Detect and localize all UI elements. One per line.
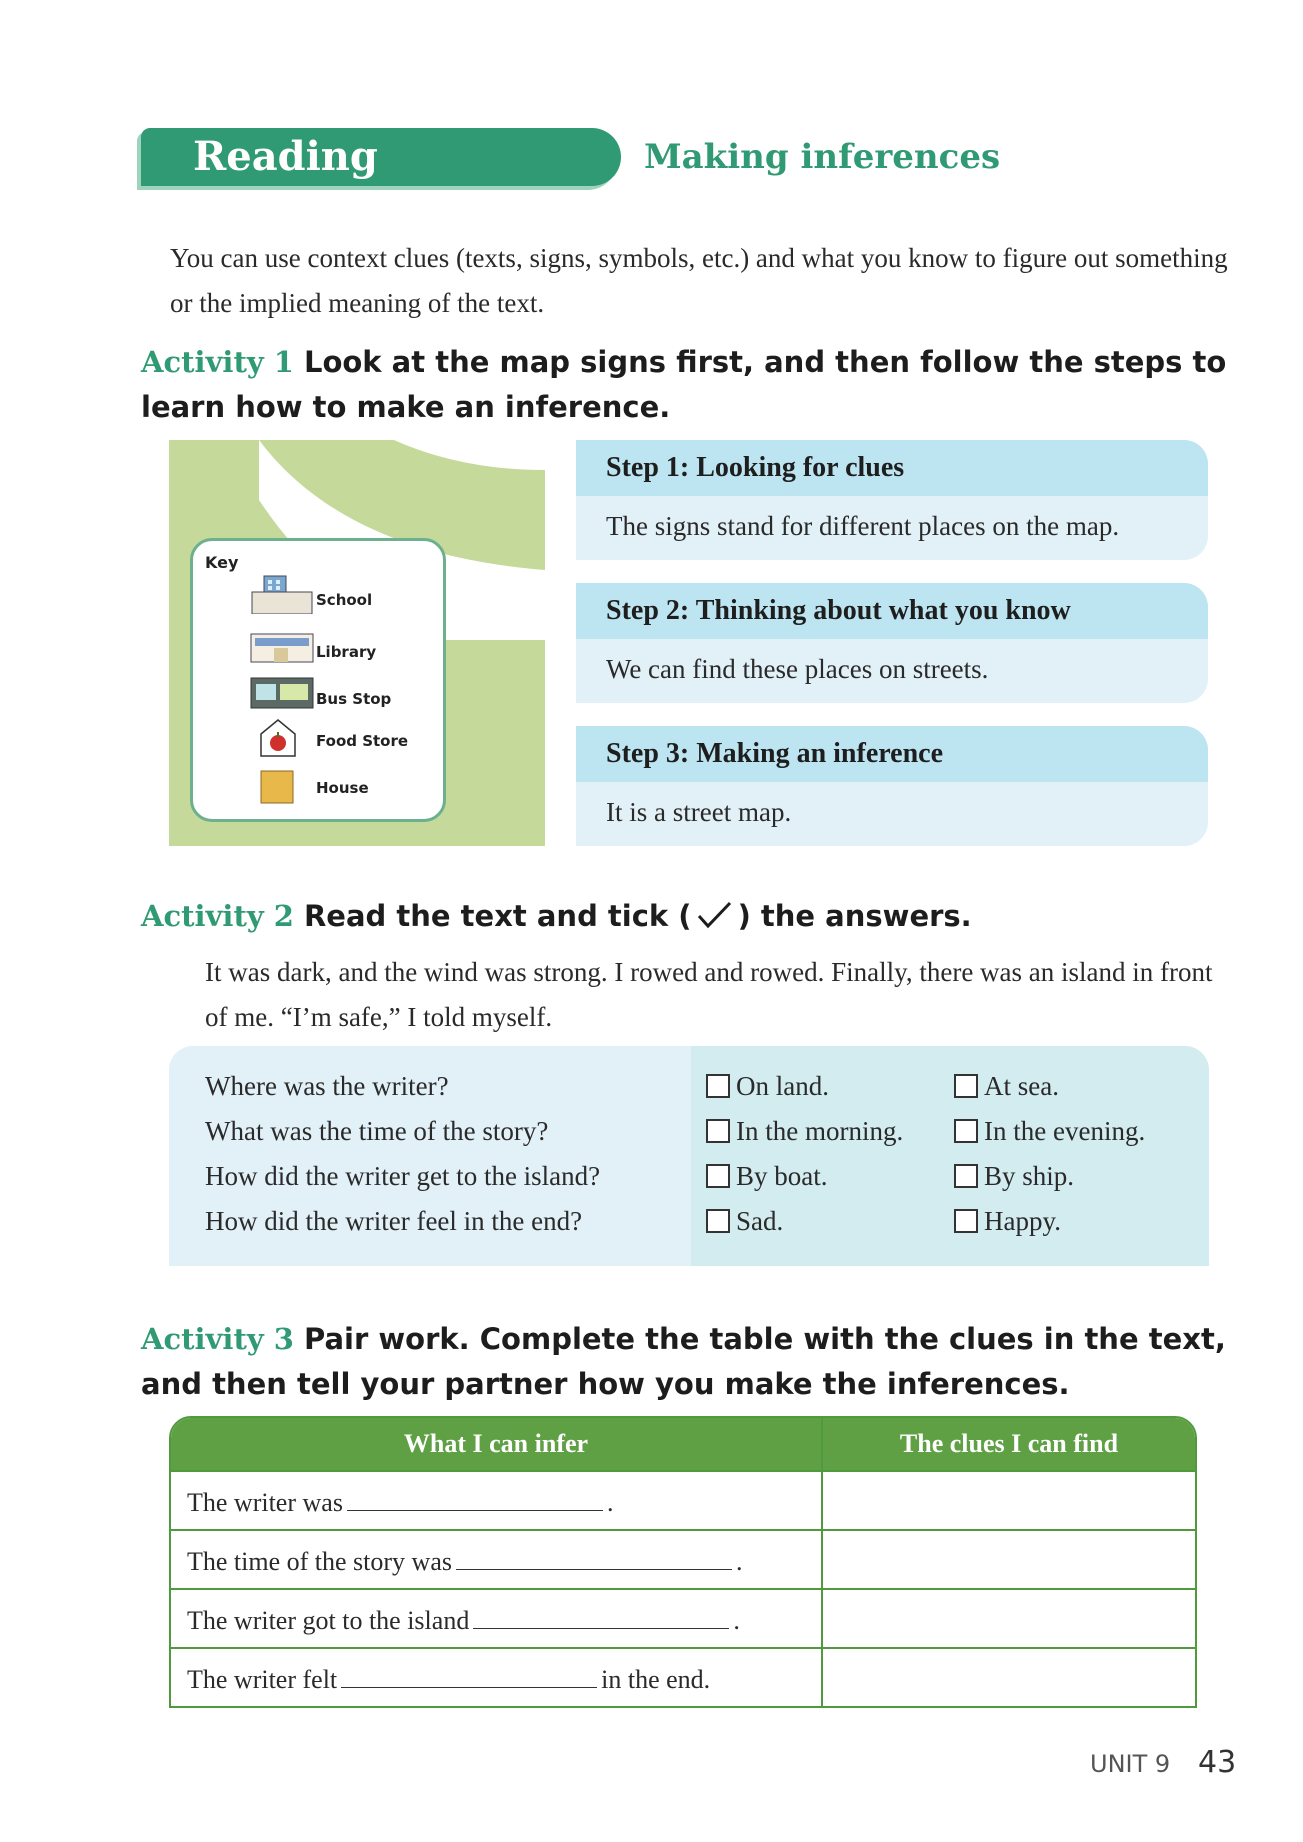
key-label-house: House <box>316 779 369 797</box>
activity-3-heading <box>141 1317 1231 1407</box>
key-label-library: Library <box>316 643 377 661</box>
row-text: The writer got to the island <box>187 1605 470 1635</box>
option-label: In the evening. <box>984 1116 1146 1146</box>
clue-cell[interactable] <box>822 1589 1195 1648</box>
table-row <box>171 1648 1195 1706</box>
library-icon <box>250 632 314 664</box>
checkbox[interactable] <box>706 1119 730 1143</box>
infer-cell <box>171 1530 822 1589</box>
table-row <box>171 1530 1195 1589</box>
option-label: Sad. <box>736 1206 784 1236</box>
inference-table <box>169 1416 1197 1708</box>
row-text: The writer was <box>187 1487 343 1517</box>
step-3-box <box>576 726 1208 846</box>
key-label-bus-stop: Bus Stop <box>316 690 392 708</box>
option-label: On land. <box>736 1071 829 1101</box>
question-3: How did the writer get to the island? <box>205 1161 601 1191</box>
checkbox[interactable] <box>706 1209 730 1233</box>
school-icon <box>250 574 314 614</box>
row-end: . <box>733 1605 740 1635</box>
option-happy[interactable] <box>954 1199 1061 1244</box>
answer-blank[interactable] <box>456 1543 732 1570</box>
clue-cell[interactable] <box>822 1471 1195 1530</box>
column-header-infer: What I can infer <box>171 1418 822 1471</box>
step-3-body: It is a street map. <box>606 797 792 827</box>
question-4: How did the writer feel in the end? <box>205 1206 583 1236</box>
step-2-title: Step 2: Thinking about what you know <box>576 583 1208 639</box>
step-3-title: Step 3: Making an inference <box>576 726 1208 782</box>
checkbox[interactable] <box>954 1074 978 1098</box>
option-label: By boat. <box>736 1161 828 1191</box>
unit-label: UNIT 9 <box>1090 1750 1171 1778</box>
infer-cell <box>171 1589 822 1648</box>
row-text: The time of the story was <box>187 1546 452 1576</box>
question-2: What was the time of the story? <box>205 1116 549 1146</box>
story-text: It was dark, and the wind was strong. I rowed and rowed. Finally, there was an island in front of me. “I’m safe,” I told myself. <box>205 957 1213 1032</box>
option-at-sea[interactable] <box>954 1064 1059 1109</box>
option-in-the-evening[interactable] <box>954 1109 1145 1154</box>
option-label: By ship. <box>984 1161 1075 1191</box>
step-1-title: Step 1: Looking for clues <box>576 440 1208 496</box>
clue-cell[interactable] <box>822 1648 1195 1706</box>
house-icon <box>260 770 294 804</box>
step-1-body: The signs stand for different places on the map. <box>606 511 1120 541</box>
table-row <box>171 1471 1195 1530</box>
activity-1-instruction: Look at the map signs first, and then follow the steps to learn how to make an inference. <box>141 345 1227 424</box>
step-2-box <box>576 583 1208 703</box>
clue-cell[interactable] <box>822 1530 1195 1589</box>
answer-blank[interactable] <box>347 1484 603 1511</box>
activity-1-heading <box>141 340 1231 430</box>
section-subtitle: Making inferences <box>644 137 1001 177</box>
row-end: . <box>606 1487 614 1517</box>
step-2-body: We can find these places on streets. <box>606 654 989 684</box>
row-text: The writer felt <box>187 1664 338 1694</box>
page-number: 43 <box>1198 1745 1237 1780</box>
activity-3-label: Activity 3 <box>141 1322 294 1356</box>
option-label: At sea. <box>984 1071 1059 1101</box>
key-label-food-store: Food Store <box>316 732 409 750</box>
checkbox[interactable] <box>954 1164 978 1188</box>
infer-cell <box>171 1471 822 1530</box>
row-end: in the end. <box>601 1664 711 1694</box>
option-in-the-morning[interactable] <box>706 1109 903 1154</box>
reading-strategies-banner: Reading Strategies <box>141 128 621 186</box>
key-label-school: School <box>316 591 373 609</box>
option-by-ship[interactable] <box>954 1154 1074 1199</box>
bus-stop-icon <box>250 676 314 710</box>
column-header-clues: The clues I can find <box>822 1418 1195 1471</box>
option-label: In the morning. <box>736 1116 904 1146</box>
option-sad[interactable] <box>706 1199 783 1244</box>
infer-cell <box>171 1648 822 1706</box>
option-label: Happy. <box>984 1206 1061 1236</box>
row-end: . <box>736 1546 743 1576</box>
step-1-box <box>576 440 1208 560</box>
food-store-icon <box>258 718 298 758</box>
checkbox[interactable] <box>954 1209 978 1233</box>
checkbox[interactable] <box>706 1074 730 1098</box>
tick-icon <box>696 900 734 930</box>
question-1: Where was the writer? <box>205 1071 449 1101</box>
key-title: Key <box>205 553 239 572</box>
intro-paragraph: You can use context clues (texts, signs, symbols, etc.) and what you know to figure out something or the implied meaning of the text. <box>170 243 1228 318</box>
activity-2-label: Activity 2 <box>141 899 294 933</box>
activity-1-label: Activity 1 <box>141 345 294 379</box>
activity-2-instruction-post: ) the answers. <box>737 899 972 933</box>
activity-2-instruction-pre: Read the text and tick ( <box>303 899 692 933</box>
answer-blank[interactable] <box>341 1661 597 1688</box>
table-row <box>171 1589 1195 1648</box>
activity-2-heading <box>141 894 1231 939</box>
option-by-boat[interactable] <box>706 1154 828 1199</box>
activity-3-instruction: Pair work. Complete the table with the clues in the text, and then tell your partner how you make the inferences. <box>141 1322 1226 1401</box>
checkbox[interactable] <box>954 1119 978 1143</box>
option-on-land[interactable] <box>706 1064 829 1109</box>
answer-blank[interactable] <box>473 1602 729 1629</box>
checkbox[interactable] <box>706 1164 730 1188</box>
